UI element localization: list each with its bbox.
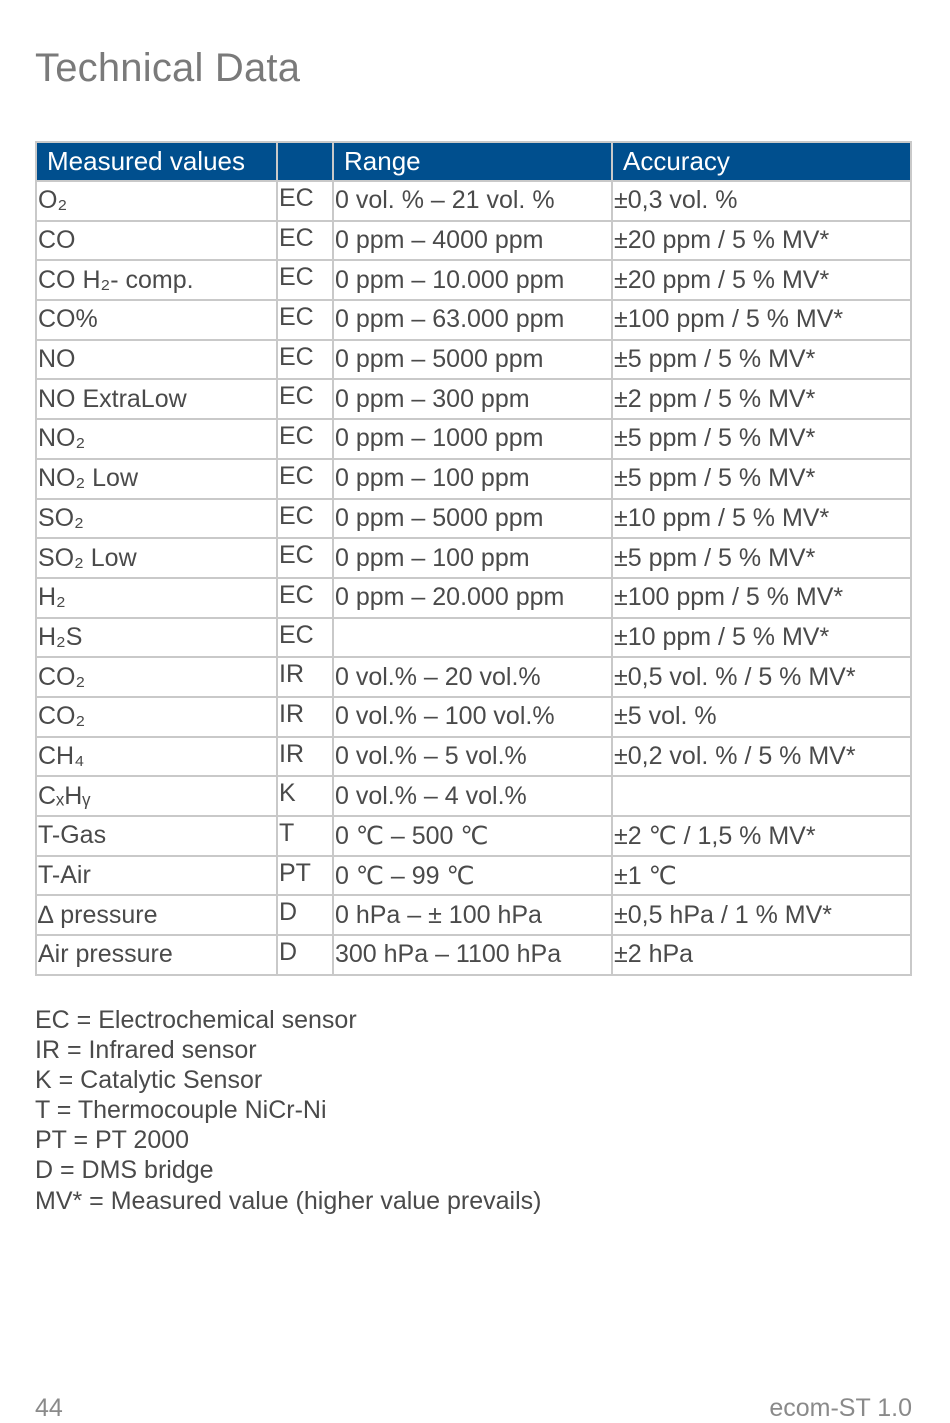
- cell-measured-value: NO₂: [36, 419, 277, 459]
- cell-sensor-type: EC: [277, 578, 333, 618]
- cell-sensor-type: EC: [277, 340, 333, 380]
- cell-sensor-type: EC: [277, 221, 333, 261]
- cell-measured-value: T-Gas: [36, 816, 277, 856]
- cell-range: 0 ppm – 1000 ppm: [333, 419, 612, 459]
- cell-range: 0 ℃ – 99 ℃: [333, 856, 612, 896]
- table-row: [36, 300, 911, 340]
- cell-accuracy: ±100 ppm / 5 % MV*: [612, 300, 911, 340]
- table-row: [36, 816, 911, 856]
- table-body: [36, 181, 911, 975]
- cell-measured-value: NO₂ Low: [36, 459, 277, 499]
- cell-range: 0 ppm – 4000 ppm: [333, 221, 612, 261]
- cell-sensor-type: IR: [277, 697, 333, 737]
- cell-range: 0 ppm – 10.000 ppm: [333, 260, 612, 300]
- cell-measured-value: CO%: [36, 300, 277, 340]
- cell-sensor-type: D: [277, 935, 333, 975]
- cell-range: 0 ℃ – 500 ℃: [333, 816, 612, 856]
- sensor-legend: [35, 1005, 542, 1216]
- cell-sensor-type: EC: [277, 181, 333, 221]
- cell-sensor-type: EC: [277, 538, 333, 578]
- cell-range: 0 hPa – ± 100 hPa: [333, 895, 612, 935]
- cell-measured-value: CO₂: [36, 697, 277, 737]
- cell-sensor-type: D: [277, 895, 333, 935]
- cell-range: 0 ppm – 20.000 ppm: [333, 578, 612, 618]
- cell-measured-value: H₂S: [36, 618, 277, 658]
- legend-item: EC = Electrochemical sensor: [35, 1006, 357, 1034]
- cell-sensor-type: EC: [277, 618, 333, 658]
- cell-accuracy: ±1 ℃: [612, 856, 911, 896]
- table-row: [36, 379, 911, 419]
- table-row: [36, 419, 911, 459]
- technical-data-table: [35, 141, 912, 976]
- cell-measured-value: CO₂: [36, 657, 277, 697]
- cell-sensor-type: PT: [277, 856, 333, 896]
- cell-sensor-type: EC: [277, 459, 333, 499]
- cell-sensor-type: K: [277, 776, 333, 816]
- cell-accuracy: ±0,5 hPa / 1 % MV*: [612, 895, 911, 935]
- cell-accuracy: ±0,2 vol. % / 5 % MV*: [612, 737, 911, 777]
- cell-measured-value: CₓHᵧ: [36, 776, 277, 816]
- table-row: [36, 737, 911, 777]
- cell-measured-value: CH₄: [36, 737, 277, 777]
- table-row: [36, 459, 911, 499]
- cell-measured-value: ∆ pressure: [36, 895, 277, 935]
- cell-range: 0 vol.% – 20 vol.%: [333, 657, 612, 697]
- legend-item: PT = PT 2000: [35, 1126, 190, 1155]
- cell-sensor-type: IR: [277, 657, 333, 697]
- cell-range: 0 ppm – 300 ppm: [333, 379, 612, 419]
- cell-range: 0 ppm – 5000 ppm: [333, 340, 612, 380]
- cell-accuracy: ±2 ppm / 5 % MV*: [612, 379, 911, 419]
- page-title: Technical Data: [35, 46, 301, 90]
- cell-sensor-type: EC: [277, 300, 333, 340]
- cell-range: 0 ppm – 100 ppm: [333, 538, 612, 578]
- cell-accuracy: ±0,5 vol. % / 5 % MV*: [612, 657, 911, 697]
- page-number: 44: [35, 1394, 63, 1422]
- cell-sensor-type: EC: [277, 379, 333, 419]
- cell-measured-value: SO₂ Low: [36, 538, 277, 578]
- table-row: [36, 776, 911, 816]
- cell-sensor-type: IR: [277, 737, 333, 777]
- cell-sensor-type: EC: [277, 499, 333, 539]
- cell-accuracy: ±100 ppm / 5 % MV*: [612, 578, 911, 618]
- cell-measured-value: NO: [36, 340, 277, 380]
- legend-item: D = DMS bridge: [35, 1156, 214, 1185]
- cell-accuracy: ±5 vol. %: [612, 697, 911, 737]
- table-row: [36, 499, 911, 539]
- table-row: [36, 538, 911, 578]
- table-header-row: [36, 142, 911, 181]
- cell-accuracy: ±5 ppm / 5 % MV*: [612, 340, 911, 380]
- cell-accuracy: ±5 ppm / 5 % MV*: [612, 459, 911, 499]
- table-row: [36, 181, 911, 221]
- table-row: [36, 657, 911, 697]
- table-row: [36, 260, 911, 300]
- table-row: [36, 895, 911, 935]
- cell-measured-value: SO₂: [36, 499, 277, 539]
- cell-range: 0 vol. % – 21 vol. %: [333, 181, 612, 221]
- cell-accuracy: ±5 ppm / 5 % MV*: [612, 419, 911, 459]
- cell-measured-value: CO: [36, 221, 277, 261]
- cell-range: 300 hPa – 1100 hPa: [333, 935, 612, 975]
- cell-sensor-type: EC: [277, 260, 333, 300]
- cell-sensor-type: T: [277, 816, 333, 856]
- header-accuracy: Accuracy: [612, 142, 911, 181]
- legend-item: K = Catalytic Sensor: [35, 1066, 263, 1095]
- table-row: [36, 221, 911, 261]
- cell-accuracy: ±2 ℃ / 1,5 % MV*: [612, 816, 911, 856]
- legend-item: MV* = Measured value (higher value prevails): [35, 1186, 542, 1215]
- cell-accuracy: ±2 hPa: [612, 935, 911, 975]
- cell-accuracy: ±20 ppm / 5 % MV*: [612, 260, 911, 300]
- cell-accuracy: [612, 776, 911, 816]
- table-row: [36, 618, 911, 658]
- cell-accuracy: ±5 ppm / 5 % MV*: [612, 538, 911, 578]
- cell-measured-value: O₂: [36, 181, 277, 221]
- cell-accuracy: ±0,3 vol. %: [612, 181, 911, 221]
- cell-measured-value: H₂: [36, 578, 277, 618]
- legend-item: T = Thermocouple NiCr-Ni: [35, 1096, 327, 1125]
- table-row: [36, 340, 911, 380]
- cell-accuracy: ±10 ppm / 5 % MV*: [612, 499, 911, 539]
- header-sensor-type: [277, 142, 333, 181]
- cell-accuracy: ±20 ppm / 5 % MV*: [612, 221, 911, 261]
- cell-range: 0 ppm – 5000 ppm: [333, 499, 612, 539]
- header-measured-values: Measured values: [36, 142, 277, 181]
- table-row: [36, 856, 911, 896]
- table-row: [36, 697, 911, 737]
- cell-sensor-type: EC: [277, 419, 333, 459]
- cell-range: [333, 618, 612, 658]
- cell-range: 0 ppm – 100 ppm: [333, 459, 612, 499]
- header-range: Range: [333, 142, 612, 181]
- cell-range: 0 vol.% – 4 vol.%: [333, 776, 612, 816]
- product-name: ecom-ST 1.0: [769, 1394, 912, 1422]
- cell-measured-value: CO H₂- comp.: [36, 260, 277, 300]
- cell-range: 0 vol.% – 5 vol.%: [333, 737, 612, 777]
- cell-range: 0 vol.% – 100 vol.%: [333, 697, 612, 737]
- cell-accuracy: ±10 ppm / 5 % MV*: [612, 618, 911, 658]
- table-row: [36, 578, 911, 618]
- table-row: [36, 935, 911, 975]
- cell-measured-value: NO ExtraLow: [36, 379, 277, 419]
- cell-measured-value: T-Air: [36, 856, 277, 896]
- legend-item: IR = Infrared sensor: [35, 1036, 257, 1065]
- cell-measured-value: Air pressure: [36, 935, 277, 975]
- cell-range: 0 ppm – 63.000 ppm: [333, 300, 612, 340]
